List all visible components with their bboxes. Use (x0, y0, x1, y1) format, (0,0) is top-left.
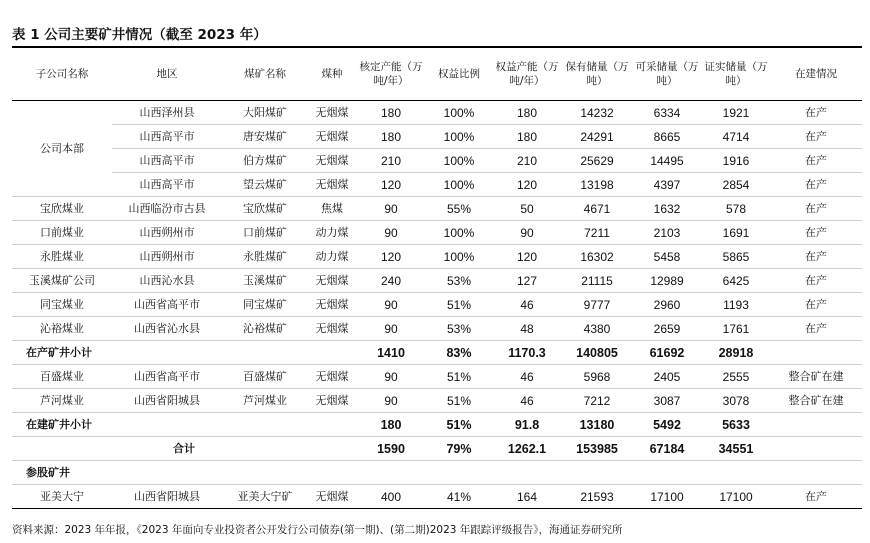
table-cell: 整合矿在建 (770, 389, 862, 413)
header-cell: 在建情况 (770, 48, 862, 101)
table-cell: 山西省阳城县 (112, 485, 222, 509)
table-cell: 90 (356, 197, 426, 221)
cropped-previous-line (0, 0, 870, 5)
table-row (12, 221, 862, 245)
table-cell: 16302 (562, 245, 632, 269)
table-cell: 动力煤 (308, 245, 356, 269)
table-cell: 210 (492, 149, 562, 173)
table-cell: 百盛煤业 (12, 365, 112, 389)
table-cell: 28918 (702, 341, 770, 365)
header-cell: 地区 (112, 48, 222, 101)
table-cell: 在产矿井小计 (12, 341, 356, 365)
table-row (12, 365, 862, 389)
table-cell: 无烟煤 (308, 389, 356, 413)
header-cell: 煤矿名称 (222, 48, 308, 101)
header-cell: 子公司名称 (12, 48, 112, 101)
table-cell: 1262.1 (492, 437, 562, 461)
table-cell: 亚美大宁矿 (222, 485, 308, 509)
table-cell: 51% (426, 293, 492, 317)
table-cell: 在产 (770, 101, 862, 125)
table-cell: 4397 (632, 173, 702, 197)
table-cell: 焦煤 (308, 197, 356, 221)
header-row (12, 48, 862, 101)
table-row (12, 389, 862, 413)
table-cell: 180 (492, 101, 562, 125)
table-cell: 180 (356, 413, 426, 437)
table-cell: 90 (356, 389, 426, 413)
table-cell: 55% (426, 197, 492, 221)
table-cell: 100% (426, 149, 492, 173)
source-note: 资料来源：2023 年年报，《2023 年面向专业投资者公开发行公司债券(第一期)、(第二期)2023 年跟踪评级报告》，海通证券研究所 (12, 524, 623, 536)
table-cell: 14232 (562, 101, 632, 125)
table-cell: 宝欣煤矿 (222, 197, 308, 221)
table-cell: 无烟煤 (308, 485, 356, 509)
table-cell: 山西朔州市 (112, 245, 222, 269)
table-cell: 12989 (632, 269, 702, 293)
table-cell: 3087 (632, 389, 702, 413)
table-row (12, 317, 862, 341)
table-cell: 1916 (702, 149, 770, 173)
table-cell: 7212 (562, 389, 632, 413)
table-cell: 2854 (702, 173, 770, 197)
table-cell: 67184 (632, 437, 702, 461)
table-cell: 34551 (702, 437, 770, 461)
table-cell: 4380 (562, 317, 632, 341)
table-row (12, 149, 862, 173)
table-cell: 在产 (770, 245, 862, 269)
total-row (12, 437, 862, 461)
table-cell: 1170.3 (492, 341, 562, 365)
table-cell: 芦河煤业 (12, 389, 112, 413)
table-cell: 5865 (702, 245, 770, 269)
table-cell: 亚美大宁 (12, 485, 112, 509)
table-cell: 2555 (702, 365, 770, 389)
table-cell: 无烟煤 (308, 269, 356, 293)
table-cell: 山西省高平市 (112, 365, 222, 389)
header-cell: 权益比例 (426, 48, 492, 101)
table-cell: 21593 (562, 485, 632, 509)
table-cell: 4714 (702, 125, 770, 149)
table-cell: 芦河煤业 (222, 389, 308, 413)
table-cell: 2103 (632, 221, 702, 245)
header-cell: 核定产能（万吨/年） (356, 48, 426, 101)
table-cell: 8665 (632, 125, 702, 149)
table-row (12, 269, 862, 293)
table-cell: 120 (492, 173, 562, 197)
table-row (12, 197, 862, 221)
table-cell: 玉溪煤矿 (222, 269, 308, 293)
table-cell: 6425 (702, 269, 770, 293)
table-cell: 口前煤矿 (222, 221, 308, 245)
table-cell: 百盛煤矿 (222, 365, 308, 389)
table-cell: 90 (356, 317, 426, 341)
table-cell: 在产 (770, 125, 862, 149)
table-cell: 2405 (632, 365, 702, 389)
table-cell: 山西省沁水县 (112, 317, 222, 341)
table-cell: 46 (492, 293, 562, 317)
table-cell: 46 (492, 365, 562, 389)
table-cell: 1761 (702, 317, 770, 341)
table-cell: 91.8 (492, 413, 562, 437)
table-cell: 9777 (562, 293, 632, 317)
table-cell: 山西高平市 (112, 173, 222, 197)
table-cell: 51% (426, 365, 492, 389)
table-cell: 伯方煤矿 (222, 149, 308, 173)
table-cell: 3078 (702, 389, 770, 413)
producing-subtotal-row (12, 341, 862, 365)
table-cell: 46 (492, 389, 562, 413)
table-row (12, 173, 862, 197)
table-cell: 21115 (562, 269, 632, 293)
table-cell: 25629 (562, 149, 632, 173)
table-cell: 无烟煤 (308, 149, 356, 173)
table-cell: 5492 (632, 413, 702, 437)
table-cell: 沁裕煤矿 (222, 317, 308, 341)
table-cell: 1193 (702, 293, 770, 317)
table-cell: 参股矿井 (12, 461, 862, 485)
table-cell: 山西高平市 (112, 125, 222, 149)
table-cell: 51% (426, 389, 492, 413)
table-cell: 1921 (702, 101, 770, 125)
table-cell: 14495 (632, 149, 702, 173)
table-cell: 13198 (562, 173, 632, 197)
table-cell: 宝欣煤业 (12, 197, 112, 221)
table-cell: 无烟煤 (308, 101, 356, 125)
table-cell: 578 (702, 197, 770, 221)
table-cell: 120 (356, 245, 426, 269)
table-cell: 210 (356, 149, 426, 173)
table-cell: 玉溪煤矿公司 (12, 269, 112, 293)
table-cell: 山西高平市 (112, 149, 222, 173)
table-cell: 同宝煤矿 (222, 293, 308, 317)
table-cell: 在产 (770, 173, 862, 197)
table-cell: 在产 (770, 293, 862, 317)
table-cell: 公司本部 (12, 101, 112, 197)
table-row (12, 293, 862, 317)
table-cell: 1590 (356, 437, 426, 461)
table-cell: 无烟煤 (308, 317, 356, 341)
header-cell: 保有储量（万吨） (562, 48, 632, 101)
table-cell: 整合矿在建 (770, 365, 862, 389)
table-cell: 53% (426, 317, 492, 341)
table-cell: 90 (356, 365, 426, 389)
table-cell: 90 (356, 221, 426, 245)
table-cell: 90 (492, 221, 562, 245)
table-cell: 4671 (562, 197, 632, 221)
table-cell: 48 (492, 317, 562, 341)
table-cell: 240 (356, 269, 426, 293)
table-cell: 合计 (12, 437, 356, 461)
table-cell: 7211 (562, 221, 632, 245)
table-cell: 120 (356, 173, 426, 197)
table-cell: 180 (356, 101, 426, 125)
table-cell: 83% (426, 341, 492, 365)
table-cell: 100% (426, 245, 492, 269)
table-cell: 口前煤业 (12, 221, 112, 245)
table-cell: 61692 (632, 341, 702, 365)
table-cell: 永胜煤矿 (222, 245, 308, 269)
table-cell: 100% (426, 101, 492, 125)
table-cell: 唐安煤矿 (222, 125, 308, 149)
mines-table (12, 48, 862, 509)
table-cell: 永胜煤业 (12, 245, 112, 269)
table-cell: 山西省高平市 (112, 293, 222, 317)
table-cell: 1691 (702, 221, 770, 245)
table-cell: 沁裕煤业 (12, 317, 112, 341)
header-cell: 煤种 (308, 48, 356, 101)
table-row (12, 125, 862, 149)
table-cell: 24291 (562, 125, 632, 149)
table-cell: 51% (426, 413, 492, 437)
table-cell: 153985 (562, 437, 632, 461)
table-title: 表 1 公司主要矿井情况（截至 2023 年） (12, 27, 267, 43)
table-cell: 90 (356, 293, 426, 317)
table-cell: 在建矿井小计 (12, 413, 356, 437)
table-row (12, 485, 862, 509)
table-cell: 127 (492, 269, 562, 293)
table-cell (770, 341, 862, 365)
table-row (12, 101, 862, 125)
header-cell: 可采储量（万吨） (632, 48, 702, 101)
table-cell: 山西泽州县 (112, 101, 222, 125)
table-cell: 5968 (562, 365, 632, 389)
table-cell: 41% (426, 485, 492, 509)
table-cell: 100% (426, 221, 492, 245)
equity-section-row (12, 461, 862, 485)
table-cell: 5633 (702, 413, 770, 437)
table-cell: 5458 (632, 245, 702, 269)
table-cell: 164 (492, 485, 562, 509)
table-cell: 53% (426, 269, 492, 293)
table-cell: 50 (492, 197, 562, 221)
table-cell: 140805 (562, 341, 632, 365)
table-cell: 在产 (770, 317, 862, 341)
header-cell: 权益产能（万吨/年） (492, 48, 562, 101)
table-cell: 17100 (702, 485, 770, 509)
table-cell: 无烟煤 (308, 173, 356, 197)
table-cell: 无烟煤 (308, 365, 356, 389)
table-cell: 13180 (562, 413, 632, 437)
table-cell: 6334 (632, 101, 702, 125)
table-cell: 山西沁水县 (112, 269, 222, 293)
table-cell: 山西省阳城县 (112, 389, 222, 413)
table-row (12, 245, 862, 269)
construction-subtotal-row (12, 413, 862, 437)
table-cell: 在产 (770, 269, 862, 293)
table-cell: 在产 (770, 197, 862, 221)
table-cell (770, 413, 862, 437)
table-cell: 2659 (632, 317, 702, 341)
table-cell: 400 (356, 485, 426, 509)
table-cell: 100% (426, 125, 492, 149)
table-cell: 在产 (770, 485, 862, 509)
header-cell: 证实储量（万吨） (702, 48, 770, 101)
table-body (12, 101, 862, 509)
table-cell: 2960 (632, 293, 702, 317)
table-cell: 无烟煤 (308, 293, 356, 317)
table-cell: 望云煤矿 (222, 173, 308, 197)
table-cell (770, 437, 862, 461)
table-cell: 动力煤 (308, 221, 356, 245)
table-cell: 79% (426, 437, 492, 461)
table-cell: 180 (492, 125, 562, 149)
table-cell: 17100 (632, 485, 702, 509)
table-cell: 100% (426, 173, 492, 197)
table-cell: 1410 (356, 341, 426, 365)
table-cell: 山西临汾市古县 (112, 197, 222, 221)
table-cell: 1632 (632, 197, 702, 221)
table-cell: 同宝煤业 (12, 293, 112, 317)
table-cell: 大阳煤矿 (222, 101, 308, 125)
table-cell: 无烟煤 (308, 125, 356, 149)
table-cell: 在产 (770, 221, 862, 245)
table-cell: 120 (492, 245, 562, 269)
table-cell: 180 (356, 125, 426, 149)
table-cell: 在产 (770, 149, 862, 173)
table-cell: 山西朔州市 (112, 221, 222, 245)
